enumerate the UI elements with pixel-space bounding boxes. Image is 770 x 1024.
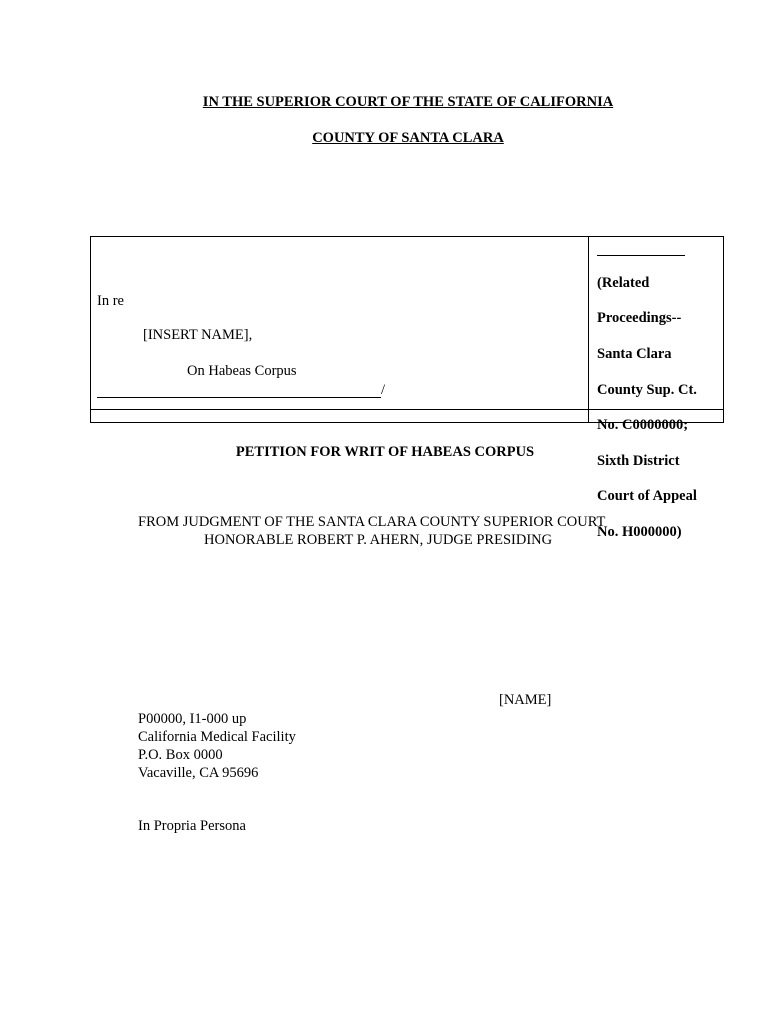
- petition-title: PETITION FOR WRIT OF HABEAS CORPUS: [235, 444, 535, 460]
- address-block: [138, 710, 296, 782]
- related-blank-line: [597, 255, 685, 256]
- judge-line: HONORABLE ROBERT P. AHERN, JUDGE PRESIDING: [204, 532, 553, 548]
- caption-vertical-divider: [588, 237, 589, 422]
- propria-persona: In Propria Persona: [138, 818, 246, 834]
- party-name: [INSERT NAME],: [143, 327, 253, 343]
- related-line-5: No. C0000000;: [597, 417, 689, 434]
- from-judgment-line: FROM JUDGMENT OF THE SANTA CLARA COUNTY SUPERIOR COURT: [138, 514, 606, 530]
- related-line-8: No. H000000): [597, 523, 682, 540]
- related-proceedings: [597, 257, 722, 560]
- related-line-3: Santa Clara: [597, 345, 672, 362]
- related-line-4: County Sup. Ct.: [597, 381, 697, 398]
- address-line-4: Vacaville, CA 95696: [138, 765, 259, 781]
- caption-underline: [97, 397, 381, 398]
- related-line-7: Court of Appeal: [597, 488, 697, 505]
- address-line-1: P00000, I1-000 up: [138, 711, 247, 727]
- address-line-2: California Medical Facility: [138, 729, 296, 745]
- related-line-6: Sixth District: [597, 452, 680, 469]
- in-re-label: In re: [97, 293, 124, 309]
- court-title: IN THE SUPERIOR COURT OF THE STATE OF CALIFORNIA: [202, 94, 614, 110]
- signer-name: [NAME]: [499, 692, 552, 708]
- caption-slash: /: [381, 382, 386, 398]
- related-line-2: Proceedings--: [597, 310, 682, 327]
- address-line-3: P.O. Box 0000: [138, 747, 223, 763]
- related-line-1: (Related: [597, 274, 650, 291]
- county-title: COUNTY OF SANTA CLARA: [312, 130, 504, 146]
- habeas-label: On Habeas Corpus: [187, 363, 297, 379]
